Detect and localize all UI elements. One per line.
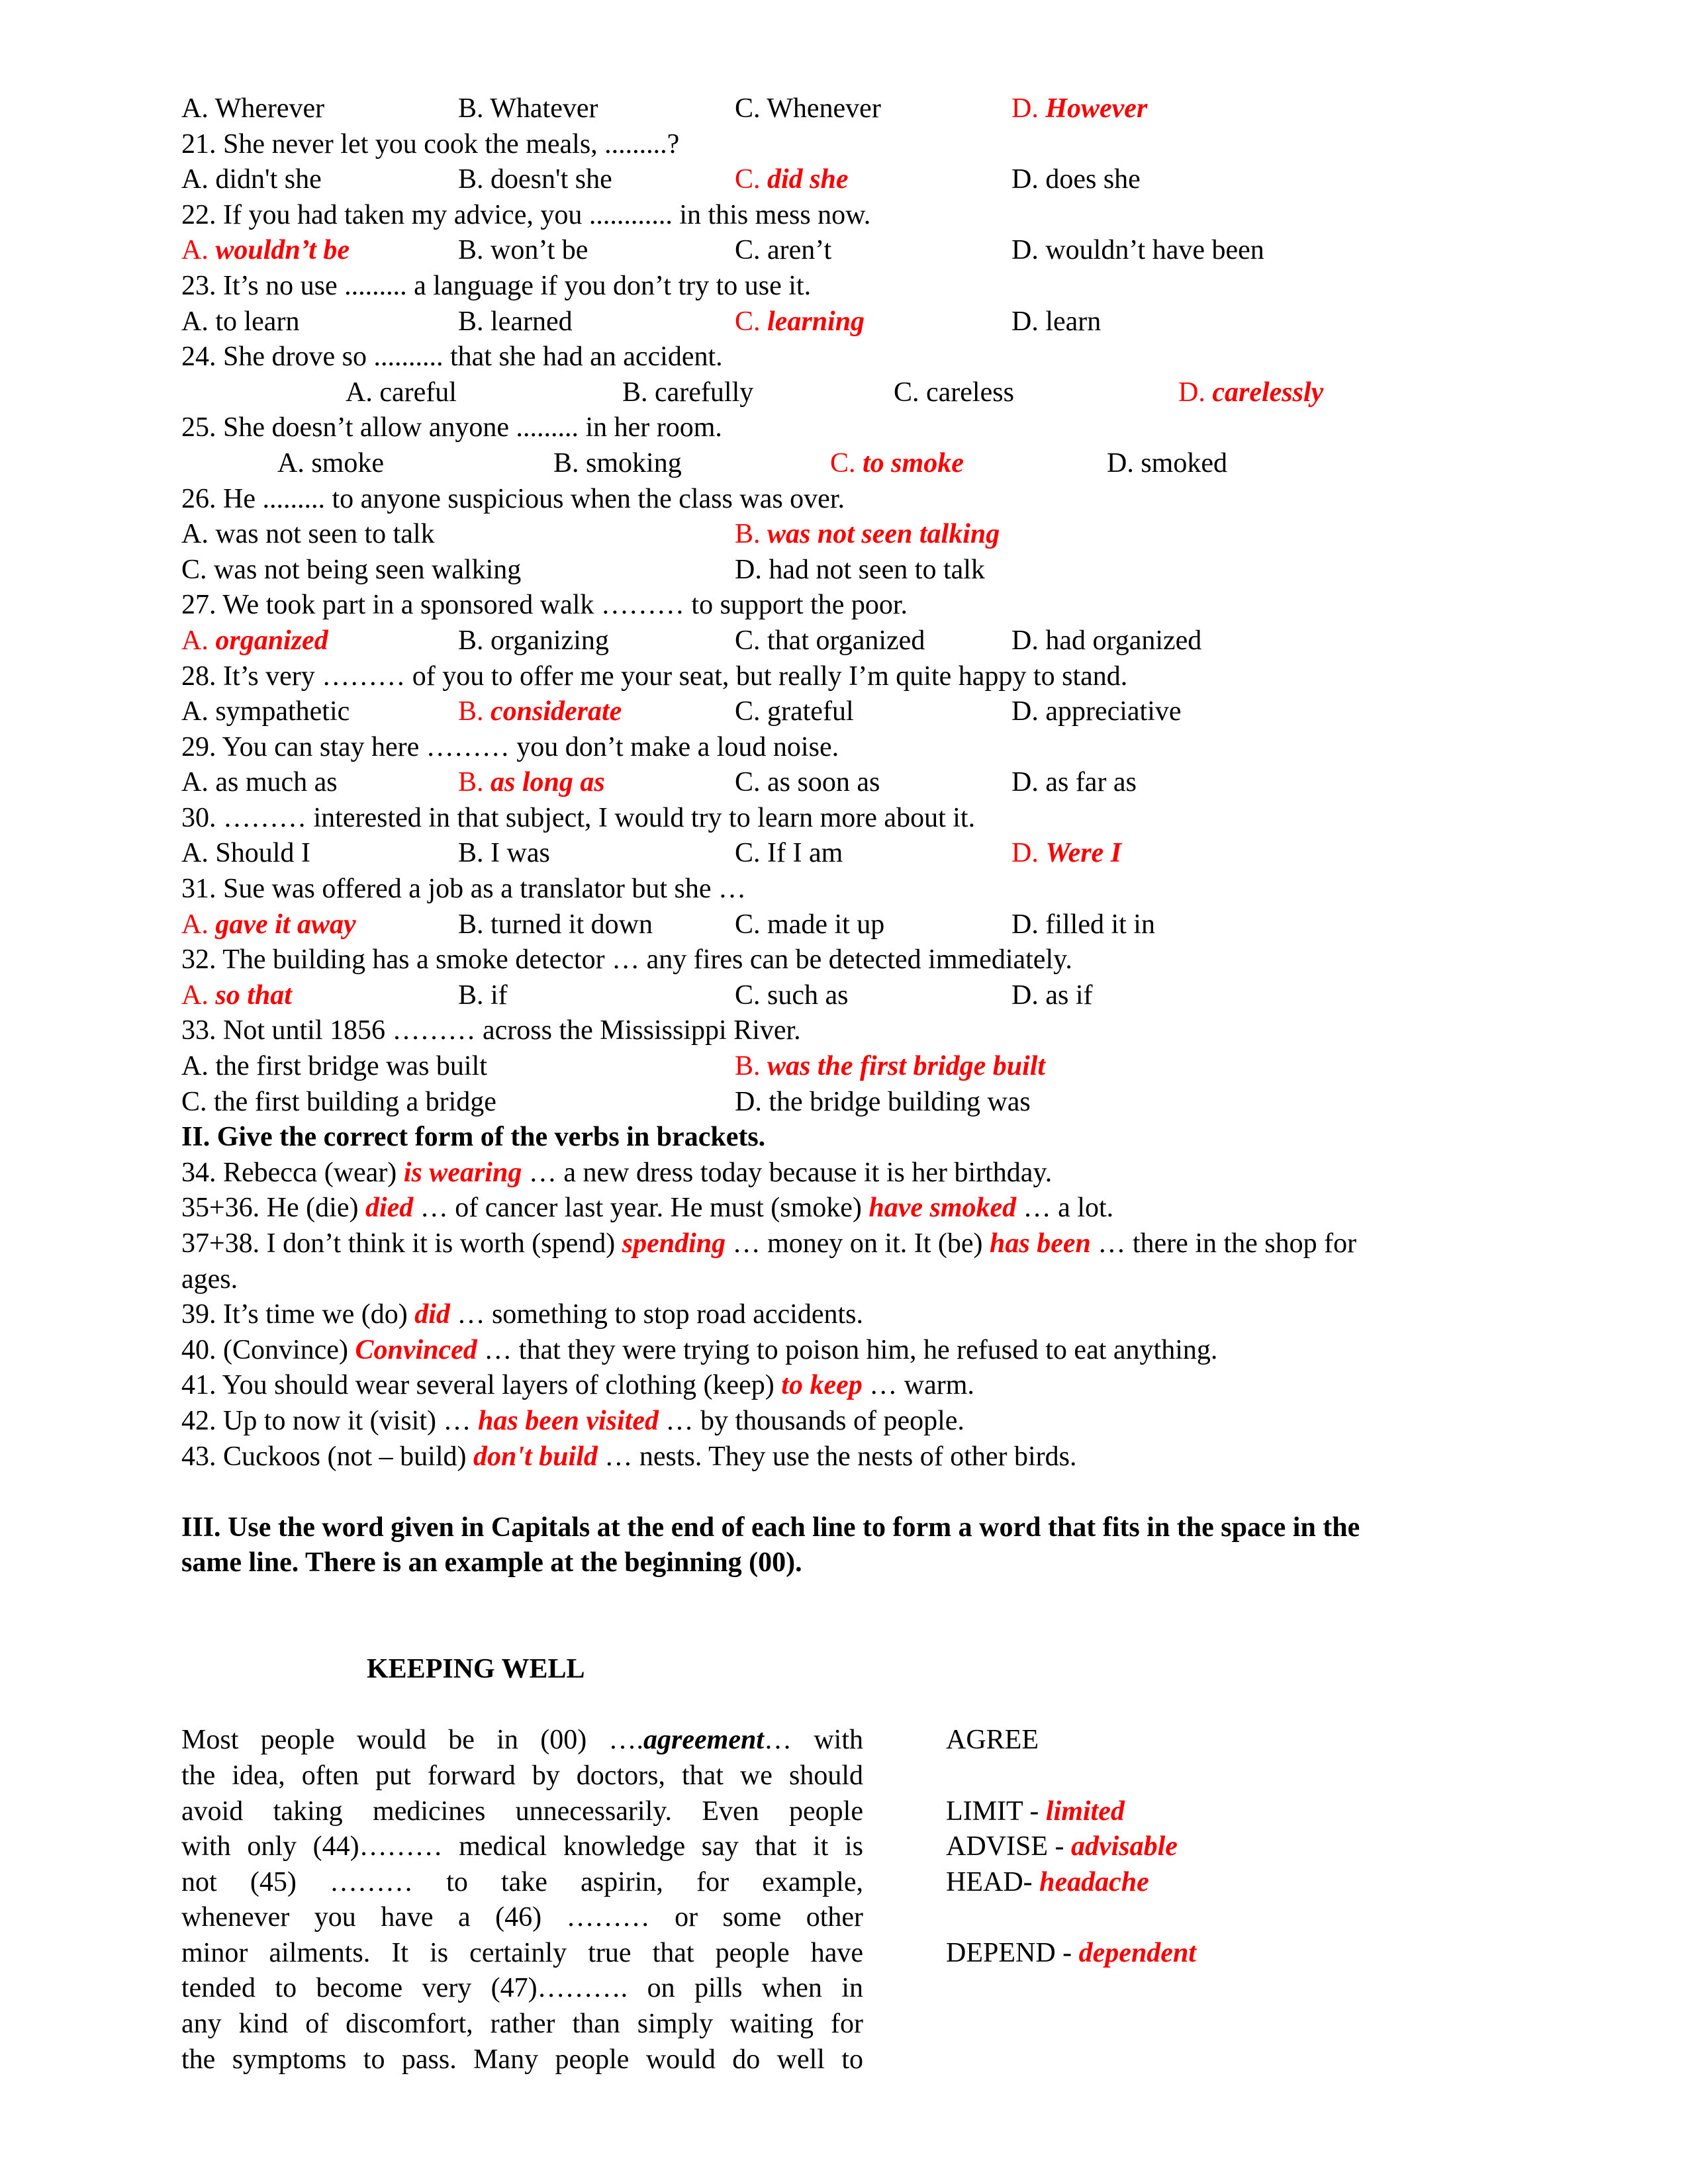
q33-options-cd: C. the first building a bridge D. the bridge building was xyxy=(181,1086,1031,1117)
passage-title: KEEPING WELL xyxy=(367,1654,585,1685)
q21-options: A. didn't she B. doesn't she C. did she D. does she xyxy=(181,162,1512,198)
q43: 43. Cuckoos (not – build) don't build … nests. They use the nests of other birds. xyxy=(181,1441,1077,1472)
worksheet-page xyxy=(181,91,1512,2080)
answer-option: C. learning xyxy=(735,306,865,337)
q41: 41. You should wear several layers of clothing (keep) to keep … warm. xyxy=(181,1370,974,1401)
word-agree: AGREE xyxy=(946,1725,1039,1756)
q26-options-ab: A. was not seen to talk B. was not seen talking xyxy=(181,517,1512,553)
passage-line: with only (44)……… medical knowledge say that it is xyxy=(181,1831,863,1862)
passage-line: avoid taking medicines unnecessarily. Even people xyxy=(181,1796,863,1827)
answer-option: D. carelessly xyxy=(1178,377,1324,408)
answer-option: B. was not seen talking xyxy=(735,519,1000,550)
passage-text xyxy=(181,1723,863,2077)
q33-options-ab: A. the first bridge was built B. was the first bridge built xyxy=(181,1049,1512,1085)
q27-options: A. organized B. organizing C. that organized D. had organized xyxy=(181,623,1512,659)
answer-option: A. so that xyxy=(181,979,292,1011)
q30-options: A. Should I B. I was C. If I am D. Were I xyxy=(181,836,1512,872)
passage-line: the idea, often put forward by doctors, that we should xyxy=(181,1760,863,1791)
q23-options: A. to learn B. learned C. learning D. learn xyxy=(181,304,1512,340)
answer-option: A. organized xyxy=(181,625,328,656)
answer: However xyxy=(1045,93,1148,124)
q30-question: 30. ……… interested in that subject, I would try to learn more about it. xyxy=(181,802,976,833)
passage-line: whenever you have a (46) ……… or some other xyxy=(181,1902,863,1933)
section-3-title-1: III. Use the word given in Capitals at the end of each line to form a word that fits in the space in the xyxy=(181,1512,1360,1543)
answer-option: D. Were I xyxy=(1011,838,1122,869)
option-d: D. However xyxy=(1011,93,1148,124)
option-a: A. Wherever xyxy=(181,93,325,124)
q33-question: 33. Not until 1856 ……… across the Mississippi River. xyxy=(181,1015,801,1046)
q32-question: 32. The building has a smoke detector … any fires can be detected immediately. xyxy=(181,944,1072,976)
passage-line: tended to become very (47)………. on pills when in xyxy=(181,1973,863,2004)
answer-option: C. to smoke xyxy=(830,447,964,478)
q24-options: A. careful B. carefully C. careless D. carelessly xyxy=(181,375,1512,411)
passage-line: not (45) ……… to take aspirin, for example, xyxy=(181,1866,863,1897)
passage-block xyxy=(181,1723,1512,2080)
q27-question: 27. We took part in a sponsored walk ……… to support the poor. xyxy=(181,590,908,621)
q22-question: 22. If you had taken my advice, you ............ in this mess now. xyxy=(181,199,871,230)
q29-options: A. as much as B. as long as C. as soon as D. as far as xyxy=(181,765,1512,801)
option-b: B. Whatever xyxy=(458,93,598,124)
q21-question: 21. She never let you cook the meals, .........? xyxy=(181,128,680,159)
answer-option: C. did she xyxy=(735,164,849,195)
word-limit: LIMIT - limited xyxy=(946,1796,1125,1827)
q26-question: 26. He ......... to anyone suspicious when the class was over. xyxy=(181,483,845,514)
q25-options: A. smoke B. smoking C. to smoke D. smoked xyxy=(181,446,1512,482)
q25-question: 25. She doesn’t allow anyone ......... in her room. xyxy=(181,412,722,443)
q37-38: 37+38. I don’t think it is worth (spend) spending … money on it. It (be) has been … there in the shop for xyxy=(181,1228,1357,1259)
section-3-title-2: same line. There is an example at the beginning (00). xyxy=(181,1547,802,1578)
q31-options: A. gave it away B. turned it down C. made it up D. filled it in xyxy=(181,907,1512,943)
q40: 40. (Convince) Convinced … that they were trying to poison him, he refused to eat anything. xyxy=(181,1334,1218,1365)
answer-option: B. as long as xyxy=(458,767,605,798)
q37-38-cont: ages. xyxy=(181,1263,238,1295)
answer-option: B. considerate xyxy=(458,696,622,727)
q26-options-cd: C. was not being seen walking D. had not seen to talk xyxy=(181,554,985,585)
q32-options: A. so that B. if C. such as D. as if xyxy=(181,978,1512,1014)
q29-question: 29. You can stay here ……… you don’t make a loud noise. xyxy=(181,731,839,762)
word-advise: ADVISE - advisable xyxy=(946,1831,1178,1862)
answer-option: A. gave it away xyxy=(181,909,356,940)
answer-option: A. wouldn’t be xyxy=(181,235,350,266)
answer-option: B. was the first bridge built xyxy=(735,1051,1046,1082)
word-depend: DEPEND - dependent xyxy=(946,1937,1196,1968)
q31-question: 31. Sue was offered a job as a translator but she … xyxy=(181,874,747,905)
q28-question: 28. It’s very ……… of you to offer me your seat, but really I’m quite happy to stand. xyxy=(181,660,1128,692)
q39: 39. It’s time we (do) did … something to stop road accidents. xyxy=(181,1299,863,1330)
passage-line: Most people would be in (00) ….agreement… with xyxy=(181,1725,864,1756)
spacer xyxy=(181,1475,1512,1510)
spacer xyxy=(181,1688,1512,1723)
option-c: C. Whenever xyxy=(735,93,881,124)
q24-question: 24. She drove so .......... that she had an accident. xyxy=(181,341,723,373)
q34: 34. Rebecca (wear) is wearing … a new dress today because it is her birthday. xyxy=(181,1157,1053,1188)
word-column xyxy=(946,1723,1196,1971)
q28-options: A. sympathetic B. considerate C. grateful D. appreciative xyxy=(181,694,1512,730)
word-head: HEAD- headache xyxy=(946,1866,1149,1897)
spacer xyxy=(181,1617,1512,1653)
q22-options: A. wouldn’t be B. won’t be C. aren’t D. wouldn’t have been xyxy=(181,233,1512,269)
spacer xyxy=(181,1581,1512,1617)
passage-line: any kind of discomfort, rather than simply waiting for xyxy=(181,2009,863,2040)
q20-options xyxy=(181,91,1512,127)
passage-line: minor ailments. It is certainly true that people have xyxy=(181,1937,863,1968)
passage-line: the symptoms to pass. Many people would do well to xyxy=(181,2044,863,2075)
q42: 42. Up to now it (visit) … has been visited … by thousands of people. xyxy=(181,1405,964,1436)
section-2-title: II. Give the correct form of the verbs in brackets. xyxy=(181,1122,766,1153)
q23-question: 23. It’s no use ......... a language if you don’t try to use it. xyxy=(181,270,812,301)
q35-36: 35+36. He (die) died … of cancer last year. He must (smoke) have smoked … a lot. xyxy=(181,1193,1114,1224)
